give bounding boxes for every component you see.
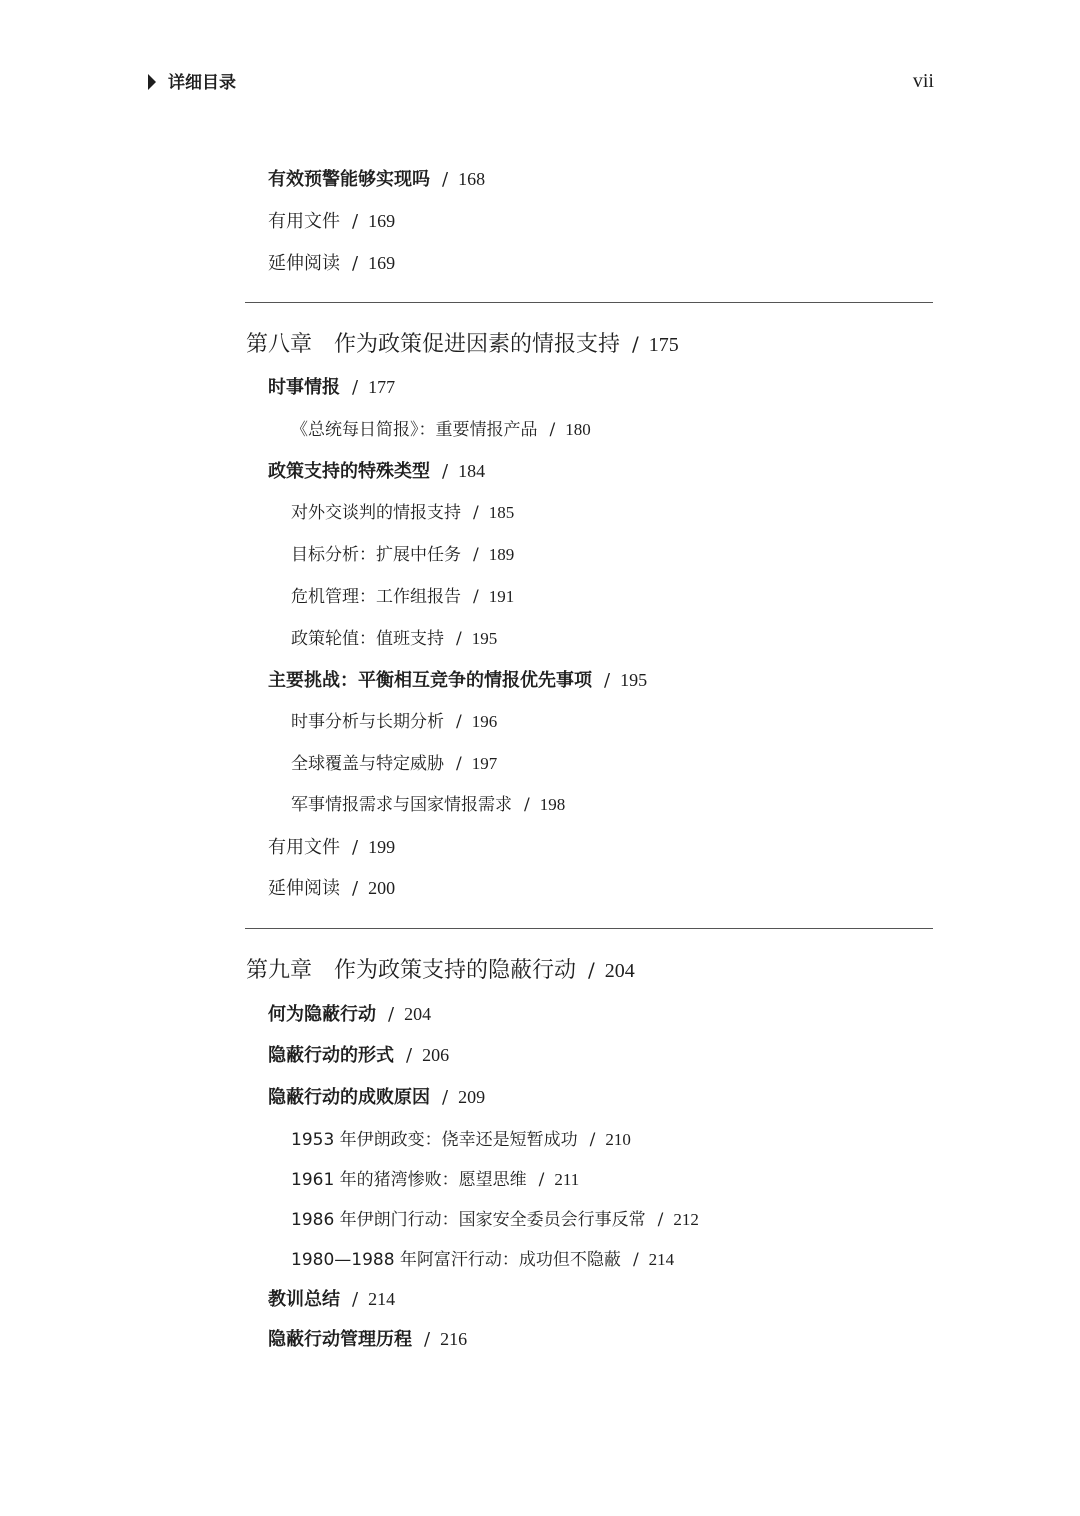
toc-entry[interactable] <box>268 1290 395 1309</box>
toc-separator: / <box>442 1087 449 1108</box>
toc-separator: / <box>549 420 556 440</box>
toc-entry[interactable] <box>268 378 395 397</box>
toc-separator: / <box>352 1289 359 1310</box>
toc-separator: / <box>352 837 359 858</box>
toc-entry[interactable] <box>291 1251 674 1269</box>
toc-entry-title: 教训总结 <box>268 1289 340 1310</box>
toc-entry[interactable] <box>291 796 565 814</box>
toc-separator: / <box>473 545 479 565</box>
toc-separator: / <box>352 878 359 899</box>
toc-entry-title: 隐蔽行动管理历程 <box>268 1329 412 1350</box>
toc-separator: / <box>424 1329 431 1350</box>
toc-separator: / <box>456 754 462 774</box>
running-header <box>148 66 934 100</box>
toc-chapter-entry[interactable] <box>246 960 635 982</box>
toc-entry-page: 199 <box>368 837 396 857</box>
toc-entry-page: 189 <box>488 545 515 564</box>
toc-entry-title: 第九章 作为政策支持的隐蔽行动 <box>246 958 577 983</box>
toc-entry[interactable] <box>291 1211 699 1229</box>
toc-entry-page: 168 <box>458 169 486 189</box>
chapter-divider-8 <box>245 302 933 303</box>
toc-separator: / <box>473 503 479 523</box>
toc-entry-page: 210 <box>605 1130 631 1149</box>
toc-separator: / <box>406 1045 413 1066</box>
toc-separator: / <box>632 332 639 356</box>
toc-entry-page: 195 <box>471 629 498 648</box>
toc-entry-title: 政策支持的特殊类型 <box>268 461 430 482</box>
toc-entry-title: 《总统每日简报》：重要情报产品 <box>291 420 538 440</box>
toc-entry-page: 200 <box>368 878 396 898</box>
toc-entry[interactable] <box>291 630 497 648</box>
toc-entry[interactable] <box>291 504 514 522</box>
toc-separator: / <box>588 958 595 982</box>
toc-entry-page: 185 <box>488 503 515 522</box>
toc-entry-title: 军事情报需求与国家情报需求 <box>291 795 512 815</box>
toc-entry[interactable] <box>291 1131 631 1149</box>
toc-entry-page: 212 <box>673 1210 699 1229</box>
toc-entry-title: 时事情报 <box>268 377 340 398</box>
toc-entry-page: 180 <box>565 420 591 439</box>
toc-separator: / <box>352 211 359 232</box>
toc-separator: / <box>352 253 359 274</box>
toc-entry-page: 196 <box>471 712 498 731</box>
toc-entry-page: 204 <box>604 960 635 982</box>
toc-entry-title: 延伸阅读 <box>268 253 340 274</box>
toc-entry-title: 延伸阅读 <box>268 878 340 899</box>
toc-entry[interactable] <box>291 546 514 564</box>
toc-entry-title: 危机管理：工作组报告 <box>291 587 461 607</box>
toc-separator: / <box>456 629 462 649</box>
toc-entry-title: 主要挑战：平衡相互竞争的情报优先事项 <box>268 670 592 691</box>
toc-entry-page: 169 <box>368 211 396 231</box>
toc-entry[interactable] <box>291 1171 579 1189</box>
triangle-marker-icon <box>148 74 156 90</box>
chapter-divider-9 <box>245 928 933 929</box>
toc-entry-title: 何为隐蔽行动 <box>268 1004 376 1025</box>
toc-entry-title: 1953 年伊朗政变：侥幸还是短暂成功 <box>291 1130 578 1150</box>
toc-entry-page: 195 <box>620 670 648 690</box>
toc-entry[interactable] <box>291 713 497 731</box>
toc-separator: / <box>589 1130 596 1150</box>
toc-entry-page: 198 <box>539 795 566 814</box>
toc-entry-page: 206 <box>422 1045 450 1065</box>
toc-entry-page: 211 <box>554 1170 580 1189</box>
toc-entry-title: 有用文件 <box>268 211 340 232</box>
toc-entry-page: 175 <box>648 334 679 356</box>
toc-entry[interactable] <box>268 462 485 481</box>
toc-entry-title: 全球覆盖与特定威胁 <box>291 754 444 774</box>
toc-entry-title: 对外交谈判的情报支持 <box>291 503 461 523</box>
toc-entry-page: 214 <box>368 1289 396 1309</box>
toc-entry-page: 169 <box>368 253 396 273</box>
toc-entry[interactable] <box>268 671 647 690</box>
toc-entry[interactable] <box>268 879 395 898</box>
toc-entry-page: 204 <box>404 1004 432 1024</box>
toc-entry-title: 有效预警能够实现吗 <box>268 169 430 190</box>
toc-entry[interactable] <box>291 755 497 773</box>
toc-entry[interactable] <box>291 588 514 606</box>
toc-entry-title: 目标分析：扩展中任务 <box>291 545 461 565</box>
toc-entry[interactable] <box>268 212 395 231</box>
toc-separator: / <box>442 461 449 482</box>
toc-entry[interactable] <box>268 1088 485 1107</box>
toc-entry-title: 1961 年的猪湾惨败：愿望思维 <box>291 1170 527 1190</box>
toc-separator: / <box>604 670 611 691</box>
toc-separator: / <box>632 1250 639 1270</box>
toc-separator: / <box>538 1170 545 1190</box>
toc-entry-title: 第八章 作为政策促进因素的情报支持 <box>246 332 621 357</box>
toc-entry[interactable] <box>268 254 395 273</box>
toc-entry-page: 177 <box>368 377 396 397</box>
toc-entry-page: 216 <box>440 1329 468 1349</box>
running-header-title: 详细目录 <box>168 73 236 93</box>
toc-entry[interactable] <box>268 170 485 189</box>
toc-entry-title: 有用文件 <box>268 837 340 858</box>
toc-entry[interactable] <box>291 421 591 439</box>
toc-entry[interactable] <box>268 1005 431 1024</box>
toc-entry[interactable] <box>268 1046 449 1065</box>
toc-entry-title: 1986 年伊朗门行动：国家安全委员会行事反常 <box>291 1210 646 1230</box>
toc-separator: / <box>473 587 479 607</box>
toc-entry-page: 214 <box>648 1250 675 1269</box>
toc-entry-page: 184 <box>458 461 486 481</box>
toc-chapter-entry[interactable] <box>246 334 679 356</box>
toc-entry[interactable] <box>268 1330 467 1349</box>
toc-entry-title: 时事分析与长期分析 <box>291 712 444 732</box>
toc-separator: / <box>388 1004 395 1025</box>
toc-entry-title: 隐蔽行动的成败原因 <box>268 1087 430 1108</box>
toc-entry[interactable] <box>268 838 395 857</box>
toc-separator: / <box>442 169 449 190</box>
toc-separator: / <box>657 1210 664 1230</box>
toc-entry-title: 隐蔽行动的形式 <box>268 1045 394 1066</box>
toc-separator: / <box>456 712 462 732</box>
toc-entry-page: 209 <box>458 1087 486 1107</box>
toc-entry-title: 政策轮值：值班支持 <box>291 629 444 649</box>
toc-entry-title: 1980—1988 年阿富汗行动：成功但不隐蔽 <box>291 1250 621 1270</box>
toc-entry-page: 197 <box>471 754 498 773</box>
page-number: vii <box>912 70 934 92</box>
toc-entry-page: 191 <box>488 587 515 606</box>
toc-separator: / <box>524 795 530 815</box>
toc-separator: / <box>352 377 359 398</box>
